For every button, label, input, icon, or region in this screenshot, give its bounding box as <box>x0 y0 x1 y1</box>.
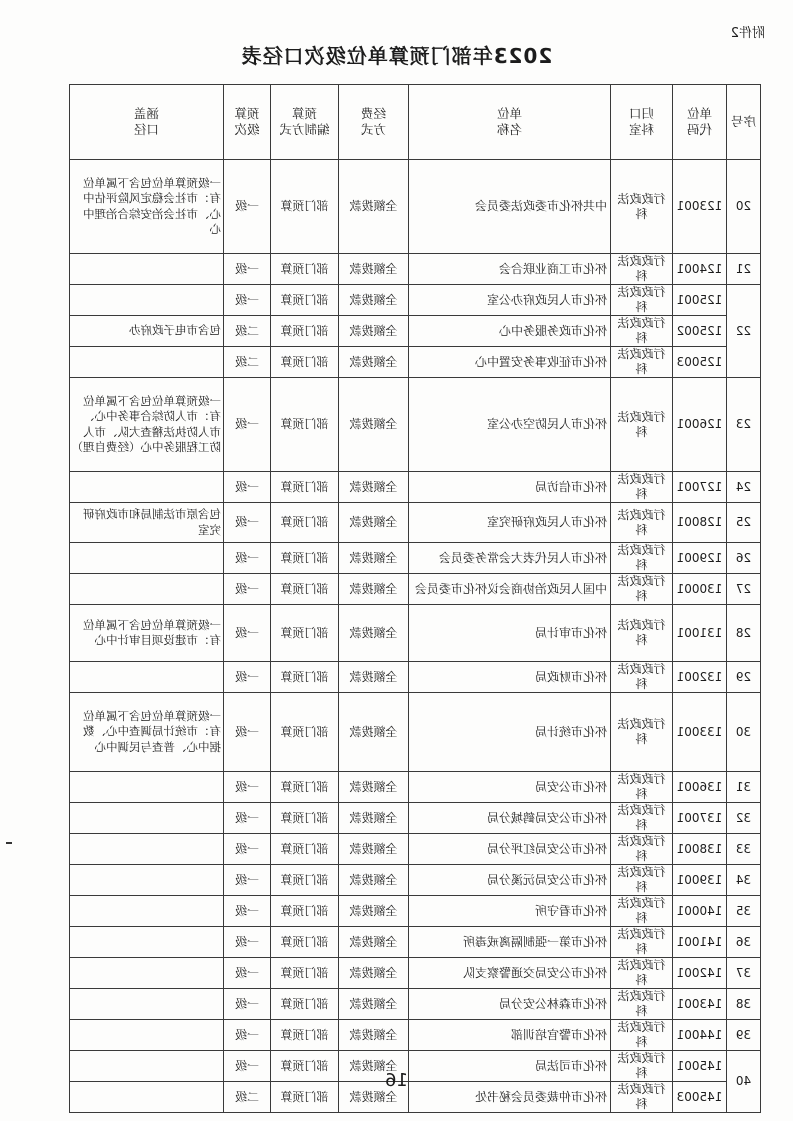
table-row <box>70 160 761 254</box>
cell-code: 126001 <box>673 378 727 472</box>
cell-method: 部门预算 <box>271 958 339 989</box>
cell-code: 141001 <box>673 927 727 958</box>
cell-name: 中国人民政治协商会议怀化市委员会 <box>409 574 611 605</box>
cell-name: 怀化市公安局交通警察支队 <box>409 958 611 989</box>
cell-code: 136001 <box>673 772 727 803</box>
table-row <box>70 772 761 803</box>
cell-seq: 40 <box>727 1051 761 1113</box>
cell-level: 一级 <box>224 543 271 574</box>
cell-dept: 行政政法科 <box>611 772 673 803</box>
cell-dept: 行政政法科 <box>611 989 673 1020</box>
cell-dept: 行政政法科 <box>611 896 673 927</box>
cell-code: 139001 <box>673 865 727 896</box>
header-dept: 归口 科室 <box>611 85 673 160</box>
cell-dept: 行政政法科 <box>611 347 673 378</box>
cell-name: 怀化市仲裁委员会秘书处 <box>409 1082 611 1113</box>
cell-note <box>70 543 224 574</box>
cell-level: 一级 <box>224 927 271 958</box>
cell-method: 部门预算 <box>271 605 339 662</box>
cell-method: 部门预算 <box>271 1020 339 1051</box>
table-row <box>70 316 761 347</box>
cell-seq: 39 <box>727 1020 761 1051</box>
cell-method: 部门预算 <box>271 316 339 347</box>
cell-note: 一级预算单位包含下属单位有：市人防综合事务中心、市人防执法稽查大队、市人防工程服务中心（经费自理） <box>70 378 224 472</box>
table-header-row <box>70 85 761 160</box>
cell-funding: 全额拨款 <box>339 285 409 316</box>
page-title: 2023年部门预算单位级次口径表 <box>240 44 553 68</box>
cell-method: 部门预算 <box>271 927 339 958</box>
cell-note: 一级预算单位包含下属单位有：市统计局调查中心、数据中心、普查与民调中心 <box>70 693 224 772</box>
cell-code: 125003 <box>673 347 727 378</box>
cell-code: 145003 <box>673 1082 727 1113</box>
cell-code: 125001 <box>673 285 727 316</box>
cell-dept: 行政政法科 <box>611 160 673 254</box>
cell-method: 部门预算 <box>271 803 339 834</box>
cell-funding: 全额拨款 <box>339 958 409 989</box>
cell-level: 二级 <box>224 347 271 378</box>
cell-funding: 全额拨款 <box>339 574 409 605</box>
cell-level: 一级 <box>224 1020 271 1051</box>
table-row <box>70 347 761 378</box>
cell-funding: 全额拨款 <box>339 316 409 347</box>
cell-name: 怀化市第一强制隔离戒毒所 <box>409 927 611 958</box>
cell-dept: 行政政法科 <box>611 503 673 543</box>
scan-margin-mark <box>6 842 12 844</box>
cell-name: 怀化市公安局 <box>409 772 611 803</box>
cell-funding: 全额拨款 <box>339 693 409 772</box>
cell-method: 部门预算 <box>271 160 339 254</box>
cell-code: 128001 <box>673 503 727 543</box>
cell-note: 包含市电子政府办 <box>70 316 224 347</box>
cell-level: 二级 <box>224 316 271 347</box>
cell-note <box>70 472 224 503</box>
cell-seq: 30 <box>727 693 761 772</box>
cell-seq: 21 <box>727 254 761 285</box>
cell-level: 一级 <box>224 693 271 772</box>
cell-seq: 22 <box>727 285 761 378</box>
cell-method: 部门预算 <box>271 693 339 772</box>
cell-code: 138001 <box>673 834 727 865</box>
cell-note <box>70 254 224 285</box>
cell-note: 一级预算单位包含下属单位有：市社会稳定风险评估中心、市社会治安综合治理中心 <box>70 160 224 254</box>
cell-method: 部门预算 <box>271 896 339 927</box>
cell-note <box>70 803 224 834</box>
cell-seq: 32 <box>727 803 761 834</box>
cell-name: 怀化市司法局 <box>409 1051 611 1082</box>
cell-note <box>70 574 224 605</box>
cell-dept: 行政政法科 <box>611 927 673 958</box>
table-row <box>70 896 761 927</box>
cell-dept: 行政政法科 <box>611 865 673 896</box>
cell-name: 怀化市征收事务安置中心 <box>409 347 611 378</box>
cell-name: 怀化市人民政府研究室 <box>409 503 611 543</box>
cell-code: 131001 <box>673 605 727 662</box>
cell-seq: 37 <box>727 958 761 989</box>
cell-name: 怀化市公安局鹤城分局 <box>409 803 611 834</box>
cell-dept: 行政政法科 <box>611 693 673 772</box>
cell-dept: 行政政法科 <box>611 834 673 865</box>
cell-code: 137001 <box>673 803 727 834</box>
cell-seq: 38 <box>727 989 761 1020</box>
cell-seq: 23 <box>727 378 761 472</box>
cell-dept: 行政政法科 <box>611 662 673 693</box>
cell-method: 部门预算 <box>271 1082 339 1113</box>
cell-note <box>70 958 224 989</box>
cell-name: 怀化市信访局 <box>409 472 611 503</box>
cell-level: 一级 <box>224 803 271 834</box>
cell-level: 一级 <box>224 160 271 254</box>
table-row <box>70 543 761 574</box>
header-code: 单位 代码 <box>673 85 727 160</box>
cell-dept: 行政政法科 <box>611 543 673 574</box>
cell-dept: 行政政法科 <box>611 378 673 472</box>
cell-dept: 行政政法科 <box>611 958 673 989</box>
cell-funding: 全额拨款 <box>339 1082 409 1113</box>
cell-note <box>70 772 224 803</box>
cell-code: 125002 <box>673 316 727 347</box>
cell-note <box>70 285 224 316</box>
cell-funding: 全额拨款 <box>339 896 409 927</box>
attachment-label: 附件2 <box>730 26 765 41</box>
table-row <box>70 927 761 958</box>
header-funding: 经费 方式 <box>339 85 409 160</box>
cell-dept: 行政政法科 <box>611 285 673 316</box>
header-seq: 序号 <box>727 85 761 160</box>
cell-level: 一级 <box>224 378 271 472</box>
cell-method: 部门预算 <box>271 378 339 472</box>
cell-method: 部门预算 <box>271 662 339 693</box>
cell-name: 怀化市公安局沅溪分局 <box>409 865 611 896</box>
cell-method: 部门预算 <box>271 834 339 865</box>
table-row <box>70 378 761 472</box>
cell-name: 怀化市工商业联合会 <box>409 254 611 285</box>
cell-method: 部门预算 <box>271 254 339 285</box>
cell-name: 怀化市人民政府办公室 <box>409 285 611 316</box>
page-number: 16 <box>385 1070 408 1091</box>
cell-method: 部门预算 <box>271 285 339 316</box>
cell-funding: 全额拨款 <box>339 254 409 285</box>
header-level: 预算 级次 <box>224 85 271 160</box>
cell-note <box>70 834 224 865</box>
table-row <box>70 834 761 865</box>
table-row <box>70 693 761 772</box>
cell-level: 一级 <box>224 662 271 693</box>
cell-code: 140001 <box>673 896 727 927</box>
header-note: 涵盖 口径 <box>70 85 224 160</box>
cell-name: 怀化市森林公安分局 <box>409 989 611 1020</box>
cell-dept: 行政政法科 <box>611 803 673 834</box>
cell-code: 127001 <box>673 472 727 503</box>
cell-funding: 全额拨款 <box>339 160 409 254</box>
cell-funding: 全额拨款 <box>339 927 409 958</box>
table-row <box>70 1020 761 1051</box>
cell-method: 部门预算 <box>271 503 339 543</box>
table-row <box>70 605 761 662</box>
cell-seq: 26 <box>727 543 761 574</box>
cell-code: 130001 <box>673 574 727 605</box>
cell-level: 一级 <box>224 254 271 285</box>
cell-name: 怀化市看守所 <box>409 896 611 927</box>
cell-seq: 28 <box>727 605 761 662</box>
cell-seq: 31 <box>727 772 761 803</box>
budget-level-table <box>69 84 761 1113</box>
table-row <box>70 472 761 503</box>
cell-code: 123001 <box>673 160 727 254</box>
cell-method: 部门预算 <box>271 543 339 574</box>
cell-dept: 行政政法科 <box>611 1082 673 1113</box>
cell-dept: 行政政法科 <box>611 605 673 662</box>
cell-note <box>70 896 224 927</box>
cell-dept: 行政政法科 <box>611 574 673 605</box>
cell-funding: 全额拨款 <box>339 378 409 472</box>
table-row <box>70 574 761 605</box>
cell-funding: 全额拨款 <box>339 1020 409 1051</box>
cell-method: 部门预算 <box>271 772 339 803</box>
table-row <box>70 989 761 1020</box>
cell-dept: 行政政法科 <box>611 1051 673 1082</box>
cell-code: 124001 <box>673 254 727 285</box>
cell-level: 一级 <box>224 865 271 896</box>
cell-seq: 34 <box>727 865 761 896</box>
cell-note <box>70 347 224 378</box>
cell-level: 一级 <box>224 605 271 662</box>
cell-funding: 全额拨款 <box>339 543 409 574</box>
cell-note <box>70 662 224 693</box>
cell-level: 一级 <box>224 989 271 1020</box>
cell-seq: 20 <box>727 160 761 254</box>
cell-funding: 全额拨款 <box>339 662 409 693</box>
cell-name: 怀化市审计局 <box>409 605 611 662</box>
cell-seq: 36 <box>727 927 761 958</box>
cell-level: 二级 <box>224 1082 271 1113</box>
cell-name: 怀化市公安局红坪分局 <box>409 834 611 865</box>
cell-name: 中共怀化市委政法委员会 <box>409 160 611 254</box>
cell-name: 怀化市统计局 <box>409 693 611 772</box>
cell-funding: 全额拨款 <box>339 347 409 378</box>
cell-code: 143001 <box>673 989 727 1020</box>
cell-code: 144001 <box>673 1020 727 1051</box>
cell-method: 部门预算 <box>271 472 339 503</box>
cell-level: 一级 <box>224 958 271 989</box>
table-row <box>70 662 761 693</box>
cell-method: 部门预算 <box>271 574 339 605</box>
cell-method: 部门预算 <box>271 347 339 378</box>
cell-funding: 全额拨款 <box>339 472 409 503</box>
header-method: 预算 编制方式 <box>271 85 339 160</box>
cell-note <box>70 1020 224 1051</box>
cell-funding: 全额拨款 <box>339 834 409 865</box>
cell-funding: 全额拨款 <box>339 1051 409 1082</box>
cell-name: 怀化市人民防空办公室 <box>409 378 611 472</box>
cell-name: 怀化市人民代表大会常务委员会 <box>409 543 611 574</box>
cell-code: 145001 <box>673 1051 727 1082</box>
cell-seq: 29 <box>727 662 761 693</box>
header-name: 单位 名称 <box>409 85 611 160</box>
cell-code: 133001 <box>673 693 727 772</box>
cell-funding: 全额拨款 <box>339 605 409 662</box>
cell-funding: 全额拨款 <box>339 803 409 834</box>
table-row <box>70 958 761 989</box>
table-row <box>70 865 761 896</box>
cell-funding: 全额拨款 <box>339 865 409 896</box>
cell-code: 142001 <box>673 958 727 989</box>
cell-level: 一级 <box>224 896 271 927</box>
cell-name: 怀化市政务服务中心 <box>409 316 611 347</box>
cell-dept: 行政政法科 <box>611 254 673 285</box>
cell-note: 包含原市法制局和市政府研究室 <box>70 503 224 543</box>
cell-method: 部门预算 <box>271 865 339 896</box>
cell-funding: 全额拨款 <box>339 772 409 803</box>
cell-seq: 24 <box>727 472 761 503</box>
cell-code: 129001 <box>673 543 727 574</box>
cell-level: 一级 <box>224 772 271 803</box>
cell-funding: 全额拨款 <box>339 989 409 1020</box>
cell-funding: 全额拨款 <box>339 503 409 543</box>
cell-code: 132001 <box>673 662 727 693</box>
cell-method: 部门预算 <box>271 989 339 1020</box>
cell-level: 一级 <box>224 285 271 316</box>
table-row <box>70 803 761 834</box>
cell-level: 一级 <box>224 503 271 543</box>
cell-method: 部门预算 <box>271 1051 339 1082</box>
cell-note: 一级预算单位包含下属单位有：市建设项目审计中心 <box>70 605 224 662</box>
cell-level: 一级 <box>224 574 271 605</box>
cell-level: 一级 <box>224 472 271 503</box>
cell-level: 一级 <box>224 834 271 865</box>
cell-name: 怀化市警官培训部 <box>409 1020 611 1051</box>
table-row <box>70 503 761 543</box>
cell-note <box>70 989 224 1020</box>
cell-seq: 35 <box>727 896 761 927</box>
table-row <box>70 285 761 316</box>
cell-dept: 行政政法科 <box>611 472 673 503</box>
table-row <box>70 254 761 285</box>
cell-dept: 行政政法科 <box>611 1020 673 1051</box>
cell-seq: 27 <box>727 574 761 605</box>
cell-name: 怀化市财政局 <box>409 662 611 693</box>
cell-dept: 行政政法科 <box>611 316 673 347</box>
cell-note <box>70 865 224 896</box>
cell-note <box>70 927 224 958</box>
cell-seq: 33 <box>727 834 761 865</box>
cell-seq: 25 <box>727 503 761 543</box>
cell-level: 一级 <box>224 1051 271 1082</box>
